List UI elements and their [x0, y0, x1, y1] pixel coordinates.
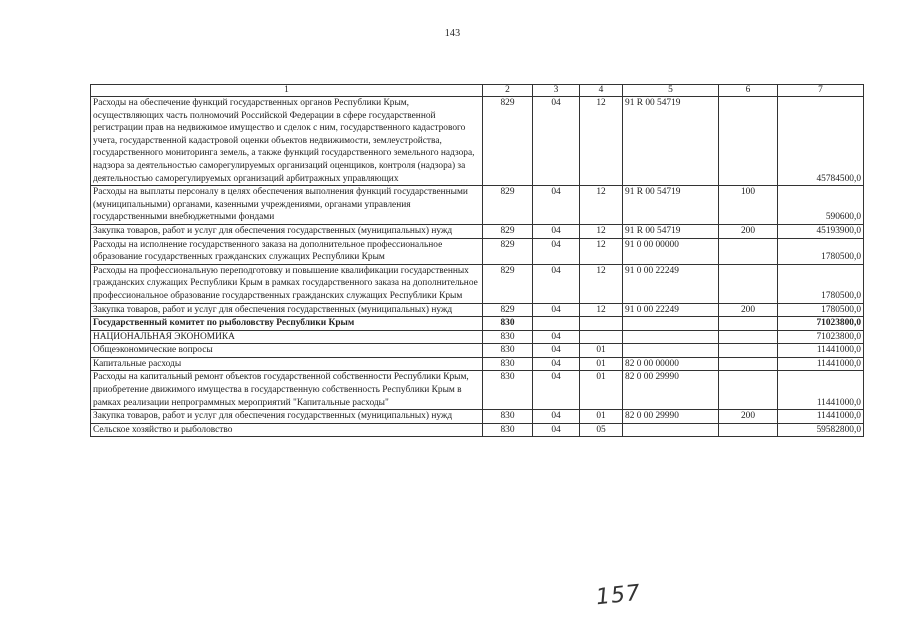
expense-type-cell: 100: [719, 186, 778, 225]
item-name-cell: Расходы на исполнение государственного заказа на дополнительное профессиональное образование государственных гражданских служащих Республики Крым: [91, 238, 483, 264]
section-cell: 04: [533, 303, 580, 317]
target-article-cell: 91 R 00 54719: [623, 224, 719, 238]
code-cell: 829: [483, 224, 533, 238]
target-article-cell: 82 0 00 00000: [623, 357, 719, 371]
table-row: [91, 97, 864, 186]
expense-type-cell: [719, 330, 778, 344]
section-cell: 04: [533, 186, 580, 225]
expense-type-cell: [719, 264, 778, 303]
amount-cell: 1780500,0: [778, 238, 864, 264]
amount-cell: 11441000,0: [778, 371, 864, 410]
table-row: [91, 303, 864, 317]
expense-type-cell: 200: [719, 224, 778, 238]
section-cell: 04: [533, 410, 580, 424]
header-cell: 1: [91, 85, 483, 97]
budget-table: [90, 84, 864, 437]
item-name-cell: Закупка товаров, работ и услуг для обеспечения государственных (муниципальных) нужд: [91, 303, 483, 317]
header-cell: 7: [778, 85, 864, 97]
table-row: [91, 371, 864, 410]
subsection-cell: [580, 317, 623, 331]
section-cell: 04: [533, 264, 580, 303]
item-name-cell: Закупка товаров, работ и услуг для обеспечения государственных (муниципальных) нужд: [91, 224, 483, 238]
target-article-cell: 91 R 00 54719: [623, 97, 719, 186]
subsection-cell: 12: [580, 264, 623, 303]
section-cell: [533, 317, 580, 331]
subsection-cell: 01: [580, 344, 623, 358]
amount-cell: 11441000,0: [778, 357, 864, 371]
handwritten-page-number: 157: [594, 580, 643, 611]
amount-cell: 11441000,0: [778, 344, 864, 358]
section-cell: 04: [533, 238, 580, 264]
code-cell: 830: [483, 410, 533, 424]
section-cell: 04: [533, 97, 580, 186]
header-cell: 5: [623, 85, 719, 97]
subsection-cell: [580, 330, 623, 344]
target-article-cell: [623, 344, 719, 358]
subsection-cell: 01: [580, 410, 623, 424]
target-article-cell: [623, 330, 719, 344]
subsection-cell: 12: [580, 97, 623, 186]
amount-cell: 71023800,0: [778, 317, 864, 331]
subsection-cell: 12: [580, 224, 623, 238]
expense-type-cell: 200: [719, 410, 778, 424]
table-row: [91, 344, 864, 358]
code-cell: 829: [483, 303, 533, 317]
target-article-cell: 91 R 00 54719: [623, 186, 719, 225]
expense-type-cell: [719, 371, 778, 410]
target-article-cell: [623, 317, 719, 331]
amount-cell: 45193900,0: [778, 224, 864, 238]
subsection-cell: 01: [580, 357, 623, 371]
code-cell: 830: [483, 371, 533, 410]
item-name-cell: Расходы на обеспечение функций государственных органов Республики Крым, осуществляющих часть полномочий Российской Федерации в сфере государственной регистрации прав на недвижимое имущество и сделок с ним, государственного кадастрового учета, государственной кадастровой оценки объектов недвижимости, землеустройства, государственного мониторинга земель, а также функций государственного земельного надзора, надзора за деятельностью саморегулируемых организаций оценщиков, контроля (надзора) за деятельностью саморегулируемых организаций арбитражных управляющих: [91, 97, 483, 186]
section-cell: 04: [533, 423, 580, 437]
amount-cell: 59582800,0: [778, 423, 864, 437]
subsection-cell: 12: [580, 238, 623, 264]
code-cell: 830: [483, 357, 533, 371]
item-name-cell: Общеэкономические вопросы: [91, 344, 483, 358]
item-name-cell: Закупка товаров, работ и услуг для обеспечения государственных (муниципальных) нужд: [91, 410, 483, 424]
subsection-cell: 12: [580, 303, 623, 317]
amount-cell: 1780500,0: [778, 264, 864, 303]
table-row: [91, 186, 864, 225]
section-cell: 04: [533, 330, 580, 344]
expense-type-cell: 200: [719, 303, 778, 317]
subsection-cell: 01: [580, 371, 623, 410]
table-row: [91, 238, 864, 264]
amount-cell: 71023800,0: [778, 330, 864, 344]
table-row: [91, 224, 864, 238]
item-name-cell: Капитальные расходы: [91, 357, 483, 371]
section-cell: 04: [533, 371, 580, 410]
target-article-cell: 91 0 00 22249: [623, 264, 719, 303]
header-row: [91, 85, 864, 97]
section-cell: 04: [533, 357, 580, 371]
expense-type-cell: [719, 238, 778, 264]
table-row: [91, 330, 864, 344]
target-article-cell: 82 0 00 29990: [623, 371, 719, 410]
amount-cell: 45784500,0: [778, 97, 864, 186]
table-row: [91, 423, 864, 437]
table-row: [91, 410, 864, 424]
item-name-cell: Государственный комитет по рыболовству Республики Крым: [91, 317, 483, 331]
code-cell: 829: [483, 97, 533, 186]
code-cell: 829: [483, 238, 533, 264]
expense-type-cell: [719, 344, 778, 358]
amount-cell: 11441000,0: [778, 410, 864, 424]
target-article-cell: [623, 423, 719, 437]
expense-type-cell: [719, 97, 778, 186]
header-cell: 2: [483, 85, 533, 97]
table-row: [91, 264, 864, 303]
header-cell: 6: [719, 85, 778, 97]
target-article-cell: 91 0 00 22249: [623, 303, 719, 317]
expense-type-cell: [719, 357, 778, 371]
table-row: [91, 357, 864, 371]
item-name-cell: Расходы на профессиональную переподготовку и повышение квалификации государственных гражданских служащих Республики Крым в рамках государственного заказа на дополнительное профессиональное образование государственных гражданских служащих Республики Крым: [91, 264, 483, 303]
header-cell: 3: [533, 85, 580, 97]
section-cell: 04: [533, 224, 580, 238]
code-cell: 830: [483, 330, 533, 344]
code-cell: 829: [483, 186, 533, 225]
item-name-cell: Расходы на капитальный ремонт объектов государственной собственности Республики Крым, приобретение движимого имущества в государственную собственность Республики Крым в рамках реализации непрограммных мероприятий "Капитальные расходы": [91, 371, 483, 410]
amount-cell: 590600,0: [778, 186, 864, 225]
expense-type-cell: [719, 423, 778, 437]
code-cell: 830: [483, 344, 533, 358]
code-cell: 829: [483, 264, 533, 303]
page-number: 143: [444, 28, 461, 39]
target-article-cell: 82 0 00 29990: [623, 410, 719, 424]
item-name-cell: Сельское хозяйство и рыболовство: [91, 423, 483, 437]
amount-cell: 1780500,0: [778, 303, 864, 317]
code-cell: 830: [483, 423, 533, 437]
code-cell: 830: [483, 317, 533, 331]
item-name-cell: НАЦИОНАЛЬНАЯ ЭКОНОМИКА: [91, 330, 483, 344]
target-article-cell: 91 0 00 00000: [623, 238, 719, 264]
header-cell: 4: [580, 85, 623, 97]
table-row: [91, 317, 864, 331]
subsection-cell: 05: [580, 423, 623, 437]
subsection-cell: 12: [580, 186, 623, 225]
item-name-cell: Расходы на выплаты персоналу в целях обеспечения выполнения функций государственными (муниципальными) органами, казенными учреждениями, органами управления государственными внебюджетными фондами: [91, 186, 483, 225]
expense-type-cell: [719, 317, 778, 331]
section-cell: 04: [533, 344, 580, 358]
